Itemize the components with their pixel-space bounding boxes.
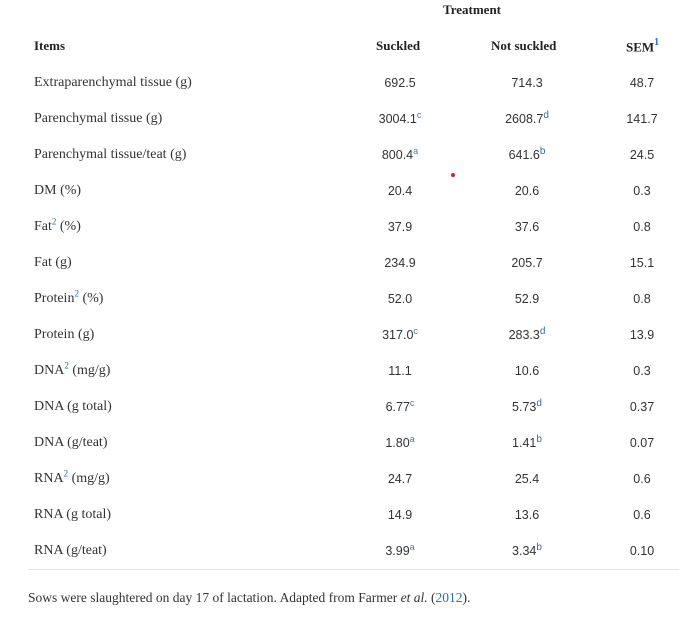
table-footnote <box>28 590 470 606</box>
item-name: DNA <box>34 363 65 378</box>
item-unit: (g) <box>166 147 187 162</box>
footnote-paren-close: ). <box>462 590 471 605</box>
suckled-number: 3.99 <box>385 544 410 558</box>
not-suckled-number: 205.7 <box>511 256 543 270</box>
citation-link-2012[interactable]: 2012 <box>435 590 463 605</box>
item-unit: (%) <box>78 291 104 306</box>
suckled-value <box>360 218 440 236</box>
table-row <box>0 218 679 254</box>
not-suckled-value <box>487 470 567 488</box>
table-row <box>0 146 679 182</box>
not-suckled-value <box>487 146 567 164</box>
sem-value: 0.8 <box>633 292 651 306</box>
not-suckled-value <box>487 398 567 416</box>
item-unit: (g) <box>142 111 163 126</box>
cursor-marker-dot <box>451 173 455 177</box>
sem-value: 15.1 <box>629 256 655 270</box>
significance-letter: c <box>416 109 422 120</box>
not-suckled-number: 52.9 <box>514 292 540 306</box>
table-row <box>0 110 679 146</box>
item-unit: (mg/g) <box>68 471 110 486</box>
suckled-value <box>360 398 440 416</box>
row-item-label <box>34 434 107 452</box>
item-unit: (%) <box>56 219 81 234</box>
item-name: RNA <box>34 507 63 522</box>
item-unit: (g/teat) <box>62 543 107 558</box>
suckled-number: 317.0 <box>382 328 414 342</box>
item-unit: (g) <box>172 75 192 90</box>
row-item-label <box>34 326 94 344</box>
suckled-value <box>360 290 440 308</box>
not-suckled-value <box>487 542 567 560</box>
suckled-value <box>360 110 440 128</box>
sem-value: 141.7 <box>626 112 658 126</box>
column-header-sem <box>626 38 659 55</box>
suckled-value <box>360 470 440 488</box>
sem-footnote-link[interactable]: 1 <box>654 37 660 48</box>
suckled-number: 14.9 <box>387 508 413 522</box>
suckled-number: 37.9 <box>387 220 413 234</box>
item-name: Extraparenchymal tissue <box>34 75 173 90</box>
row-item-label <box>34 110 162 128</box>
table-row <box>0 398 679 434</box>
significance-letter: c <box>409 397 415 408</box>
significance-letter: a <box>413 145 419 156</box>
not-suckled-value <box>487 182 567 200</box>
item-name: DNA <box>34 435 64 450</box>
item-name: Parenchymal tissue/teat <box>34 147 167 162</box>
significance-letter: d <box>536 397 542 409</box>
significance-letter: b <box>536 541 542 553</box>
table-row <box>0 506 679 542</box>
row-item-label <box>34 506 111 524</box>
significance-letter: a <box>409 541 415 552</box>
item-name: RNA <box>34 543 63 558</box>
row-item-label <box>34 146 186 164</box>
suckled-number: 11.1 <box>388 364 412 378</box>
not-suckled-number: 714.3 <box>511 76 543 90</box>
sem-value: 0.3 <box>633 184 651 198</box>
significance-letter: b <box>539 145 546 157</box>
suckled-number: 52.0 <box>387 292 413 306</box>
item-name: Fat <box>34 255 52 270</box>
item-footnote-link[interactable]: 2 <box>74 288 79 299</box>
row-item-label <box>34 542 107 560</box>
footnote-text: Sows were slaughtered on day 17 of lactation. Adapted from Farmer <box>28 590 401 605</box>
table-row <box>0 182 679 218</box>
table-row <box>0 434 679 470</box>
suckled-number: 1.80 <box>385 436 410 450</box>
table-bottom-rule <box>28 569 679 570</box>
table-row <box>0 470 679 506</box>
suckled-value <box>360 362 440 380</box>
not-suckled-number: 37.6 <box>514 220 540 234</box>
column-header-suckled: Suckled <box>376 38 421 53</box>
table-row <box>0 254 679 290</box>
suckled-value <box>360 326 440 344</box>
row-item-label <box>34 218 81 236</box>
sem-value: 0.6 <box>633 472 651 486</box>
item-unit: (mg/g) <box>68 363 111 378</box>
significance-letter: d <box>539 325 546 337</box>
suckled-value <box>360 506 440 524</box>
table-row <box>0 326 679 362</box>
significance-letter: c <box>413 325 418 336</box>
not-suckled-value <box>487 110 567 128</box>
row-item-label <box>34 290 103 308</box>
not-suckled-value <box>487 506 567 524</box>
not-suckled-value <box>487 434 567 452</box>
suckled-value <box>360 254 440 272</box>
suckled-number: 20.4 <box>387 184 413 198</box>
not-suckled-number: 3.34 <box>512 544 537 558</box>
item-unit: (%) <box>56 183 82 198</box>
row-item-label <box>34 470 110 488</box>
not-suckled-value <box>487 74 567 92</box>
table-row <box>0 542 679 578</box>
suckled-value <box>360 434 440 452</box>
not-suckled-value <box>487 290 567 308</box>
item-name: DNA <box>34 399 64 414</box>
significance-letter: a <box>409 433 415 444</box>
suckled-value <box>360 74 440 92</box>
sem-label: SEM <box>626 39 655 55</box>
item-unit: (g) <box>74 327 95 342</box>
sem-value: 0.8 <box>633 220 651 234</box>
significance-letter: d <box>543 109 549 121</box>
sem-value: 0.07 <box>629 436 655 450</box>
item-unit: (g) <box>51 255 72 270</box>
not-suckled-number: 1.41 <box>512 436 537 450</box>
item-name: Fat <box>34 219 52 234</box>
not-suckled-number: 5.73 <box>512 400 537 414</box>
table-row <box>0 362 679 398</box>
footnote-et-al: et al. <box>400 590 428 605</box>
item-unit: (g/teat) <box>63 435 108 450</box>
row-item-label <box>34 74 192 92</box>
item-footnote-link[interactable]: 2 <box>63 468 69 479</box>
item-footnote-link[interactable]: 2 <box>64 360 69 371</box>
not-suckled-value <box>487 362 567 380</box>
item-name: Protein <box>34 327 75 342</box>
column-header-not-suckled: Not suckled <box>491 38 557 53</box>
sem-value: 0.3 <box>633 364 651 378</box>
suckled-number: 800.4 <box>381 148 414 162</box>
not-suckled-value <box>487 254 567 272</box>
sem-value: 0.6 <box>633 508 651 522</box>
not-suckled-value <box>487 218 567 236</box>
suckled-number: 24.7 <box>387 472 413 486</box>
item-name: RNA <box>34 471 64 486</box>
item-unit: (g total) <box>62 507 112 522</box>
row-item-label <box>34 398 112 416</box>
not-suckled-number: 641.6 <box>508 148 540 162</box>
suckled-number: 234.9 <box>384 256 416 270</box>
significance-letter: b <box>536 433 542 445</box>
sem-value: 24.5 <box>629 148 655 162</box>
treatment-group-header: Treatment <box>443 2 501 17</box>
suckled-value <box>360 182 440 200</box>
item-footnote-link[interactable]: 2 <box>51 216 57 227</box>
suckled-number: 3004.1 <box>378 112 417 126</box>
not-suckled-number: 20.6 <box>514 184 540 198</box>
not-suckled-number: 25.4 <box>514 472 540 486</box>
sem-value: 13.9 <box>629 328 655 342</box>
not-suckled-value <box>487 326 567 344</box>
column-header-items: Items <box>34 38 66 53</box>
item-name: Protein <box>34 291 75 306</box>
footnote-paren-open: ( <box>427 590 436 605</box>
suckled-value <box>360 542 440 560</box>
not-suckled-number: 10.6 <box>514 364 540 378</box>
sem-value: 48.7 <box>629 76 655 90</box>
sem-value: 0.37 <box>629 400 655 414</box>
table-row <box>0 74 679 110</box>
row-item-label <box>34 182 81 200</box>
item-name: Parenchymal tissue <box>34 111 143 126</box>
suckled-number: 692.5 <box>384 76 416 90</box>
not-suckled-number: 13.6 <box>514 508 540 522</box>
item-name: DM <box>34 183 57 198</box>
suckled-value <box>360 146 440 164</box>
table-row <box>0 290 679 326</box>
row-item-label <box>34 254 72 272</box>
item-unit: (g total) <box>63 399 112 414</box>
suckled-number: 6.77 <box>385 400 410 414</box>
row-item-label <box>34 362 110 380</box>
not-suckled-number: 283.3 <box>508 328 540 342</box>
not-suckled-number: 2608.7 <box>505 112 544 126</box>
sem-value: 0.10 <box>629 544 655 558</box>
